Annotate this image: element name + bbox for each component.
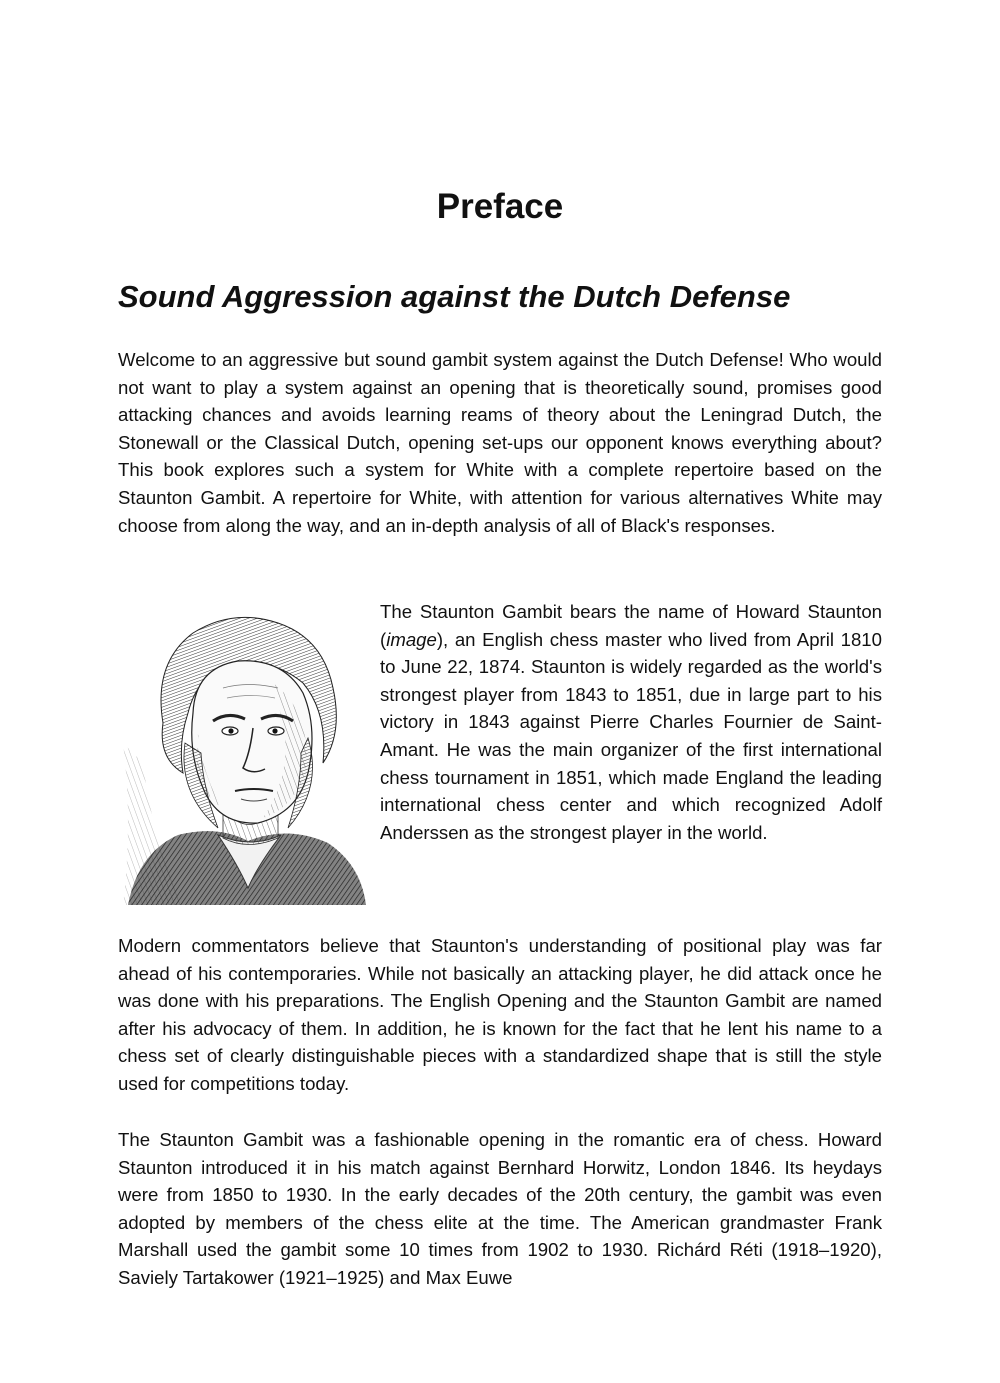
section-title: Sound Aggression against the Dutch Defense xyxy=(118,279,791,314)
howard-staunton-portrait xyxy=(123,603,366,905)
history-paragraph: The Staunton Gambit was a fashionable opening in the romantic era of chess. Howard Staunton introduced it in his match against Bernhard Horwitz, London 1846. Its heydays were from 1850 to 1930. In the early decades of the 20th century, the gambit was even adopted by members of the chess elite at the time. The American grandmaster Frank Marshall used the gambit some 10 times from 1902 to 1930. Richárd Réti (1918–1920), Saviely Tartakower (1921–1925) and Max Euwe xyxy=(118,1129,882,1288)
staunton-text-after: ), an English chess master who lived from April 1810 to June 22, 1874. Staunton is widely regarded as the world's strongest player from 1843 to 1851, due in large part to his victory in 1843 against Pierre Charles Fournier de Saint-Amant. He was the main organizer of the first international chess tournament in 1851, which made England the leading international chess center and which recognized Adolf Anderssen as the strongest player in the world. xyxy=(380,628,882,843)
page-title: Preface xyxy=(436,187,564,226)
image-reference: image xyxy=(386,628,437,650)
staunton-paragraph xyxy=(380,598,882,846)
commentators-paragraph: Modern commentators believe that Staunton's understanding of positional play was far ahead of his contemporaries. While not basically an attacking player, he did attack once he was done with his preparations. The English Opening and the Staunton Gambit are named after his advocacy of them. In addition, he is known for the fact that he lent his name to a chess set of clearly distinguishable pieces with a standardized shape that is still the style used for competitions today. xyxy=(118,935,882,1094)
intro-paragraph: Welcome to an aggressive but sound gambit system against the Dutch Defense! Who would not want to play a system against an opening that is theoretically sound, promises good attacking chances and avoids learning reams of theory about the Leningrad Dutch, the Stonewall or the Classical Dutch, opening set-ups our opponent knows everything about? This book explores such a system for White with a complete repertoire based on the Staunton Gambit. A repertoire for White, with attention for various alternatives White may choose from along the way, and an in-depth analysis of all of Black's responses. xyxy=(118,349,882,536)
staunton-text-before: The Staunton Gambit bears the name of Howard Staunton ( xyxy=(380,601,882,650)
